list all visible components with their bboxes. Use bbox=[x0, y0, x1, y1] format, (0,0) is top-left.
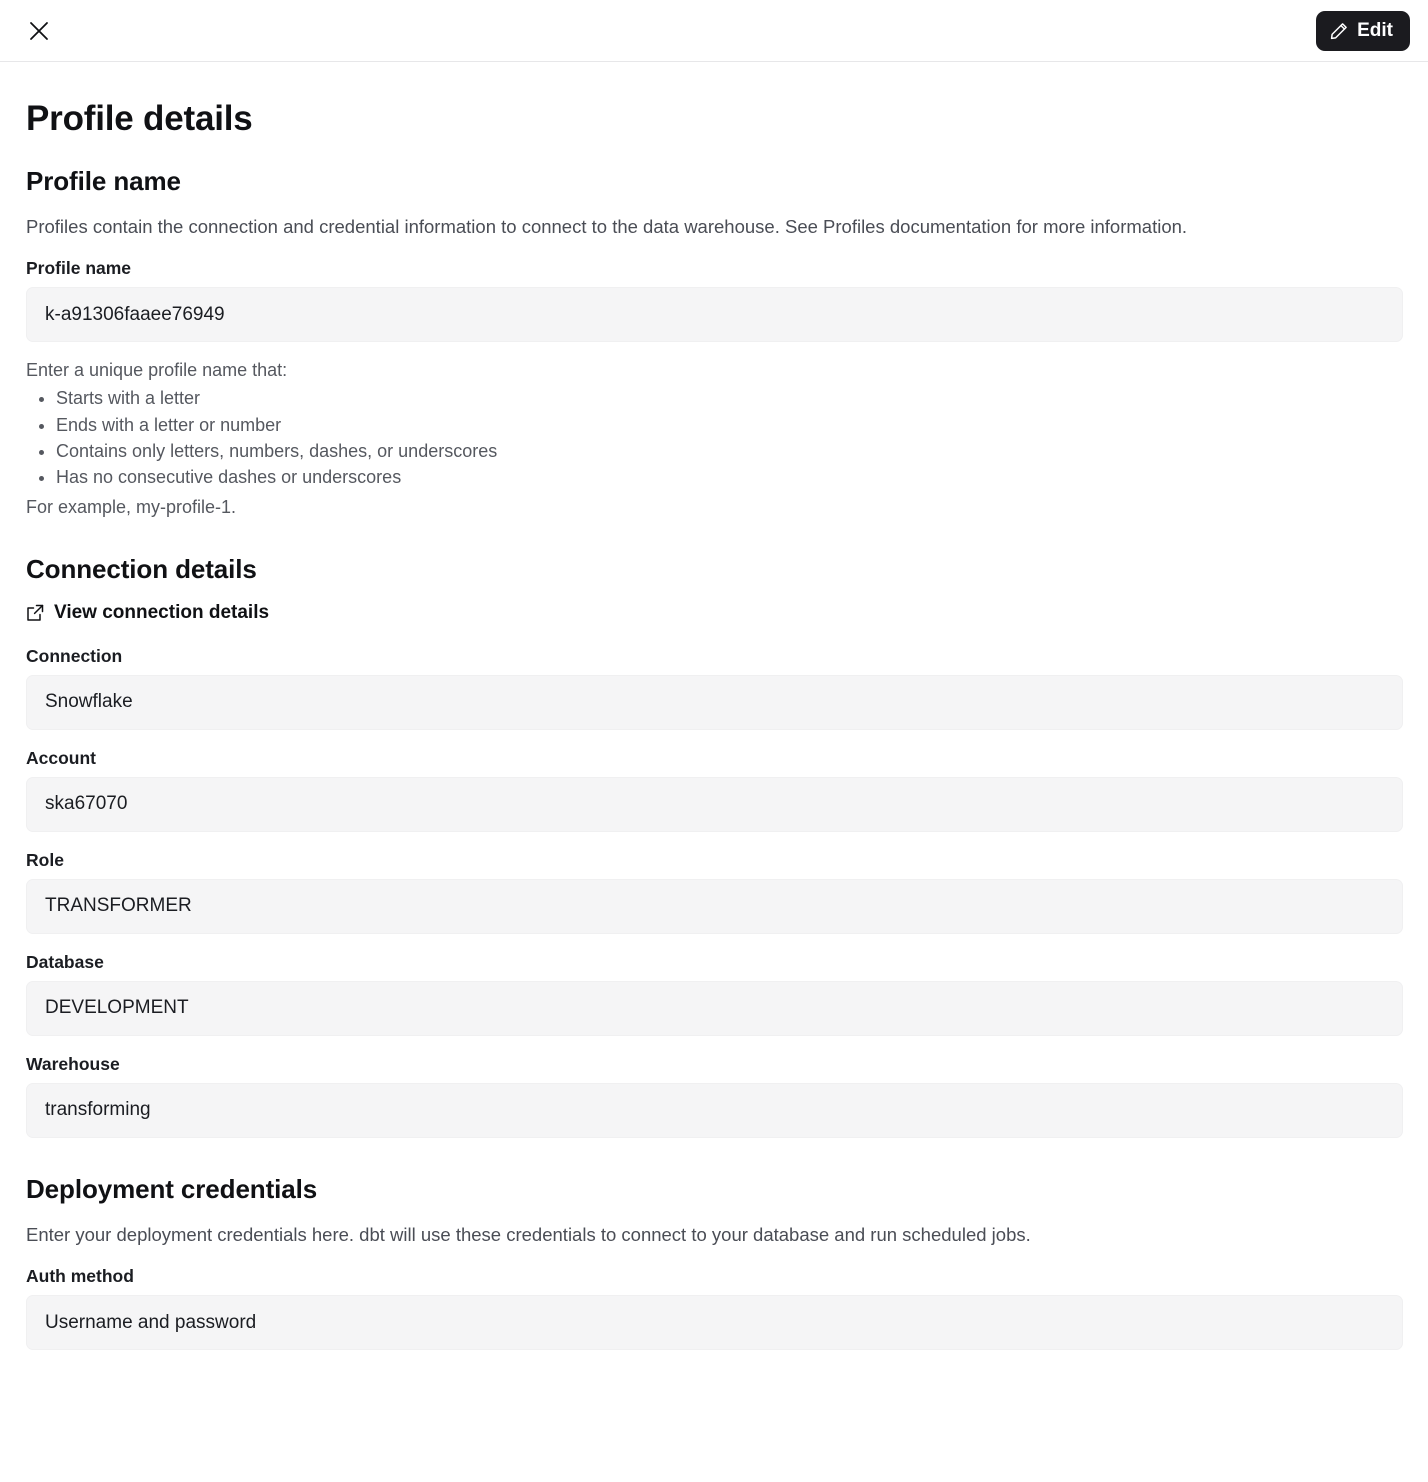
view-connection-details-link[interactable] bbox=[26, 602, 269, 624]
warehouse-value: transforming bbox=[26, 1083, 1403, 1138]
modal-header bbox=[0, 0, 1428, 62]
section-title-profile-name: Profile name bbox=[26, 166, 181, 196]
profile-name-value: k-a91306faaee76949 bbox=[26, 287, 1403, 342]
account-value: ska67070 bbox=[26, 777, 1403, 832]
role-value: TRANSFORMER bbox=[26, 879, 1403, 934]
list-item: • Has no consecutive dashes or underscores bbox=[56, 464, 1403, 490]
profile-name-description: Profiles contain the connection and credential information to connect to the data warehouse. See Profiles documentation for more information. bbox=[26, 216, 1188, 238]
view-connection-details-label: View connection details bbox=[54, 601, 270, 623]
connection-value: Snowflake bbox=[26, 675, 1403, 730]
auth-method-value: Username and password bbox=[26, 1295, 1403, 1350]
database-label: Database bbox=[26, 951, 104, 972]
connection-label: Connection bbox=[26, 645, 123, 666]
list-item: • Contains only letters, numbers, dashes, or underscores bbox=[56, 438, 1403, 464]
pencil-icon bbox=[1330, 22, 1348, 40]
section-title-deployment-credentials: Deployment credentials bbox=[26, 1173, 318, 1204]
close-icon bbox=[28, 20, 50, 42]
profile-details-content bbox=[0, 62, 1428, 1350]
close-button[interactable] bbox=[22, 14, 56, 48]
auth-method-label: Auth method bbox=[26, 1266, 134, 1287]
profile-name-rules bbox=[26, 385, 1403, 490]
deployment-description: Enter your deployment credentials here. dbt will use these credentials to connect to your database and run scheduled jobs. bbox=[26, 1223, 1031, 1245]
database-value: DEVELOPMENT bbox=[26, 981, 1403, 1036]
list-item: • Ends with a letter or number bbox=[56, 412, 1403, 438]
edit-button[interactable] bbox=[1316, 11, 1410, 51]
page-title: Profile details bbox=[26, 99, 253, 138]
section-title-connection-details: Connection details bbox=[26, 553, 257, 584]
role-label: Role bbox=[26, 849, 64, 870]
profile-name-label: Profile name bbox=[26, 258, 132, 279]
list-item: • Starts with a letter bbox=[56, 385, 1403, 411]
profile-name-hint: Enter a unique profile name that: bbox=[26, 360, 288, 381]
account-label: Account bbox=[26, 747, 96, 768]
warehouse-label: Warehouse bbox=[26, 1053, 120, 1074]
profile-name-example: For example, my-profile-1. bbox=[26, 496, 237, 517]
edit-button-label: Edit bbox=[1357, 19, 1393, 41]
external-link-icon bbox=[26, 604, 44, 622]
